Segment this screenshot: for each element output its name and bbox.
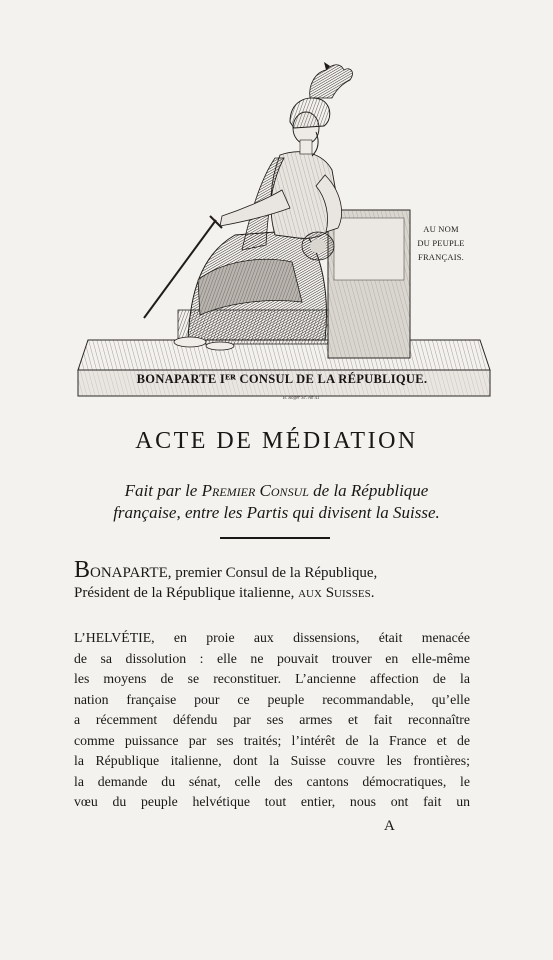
gathering-signature: A: [384, 818, 395, 834]
body-line: de sa dissolution : elle ne pouvait trouver en elle-même: [74, 650, 470, 666]
body-line: nation française pour ce peuple recommandable, qu’elle: [74, 691, 470, 707]
salutation: [74, 557, 494, 603]
subtitle-text: de la République: [308, 481, 429, 500]
stone-tablet-inscription: [404, 222, 478, 264]
salutation-line-1: [74, 557, 494, 583]
salutation-addressee: aux Suisses: [298, 585, 371, 601]
stone-line: DU PEUPLE: [417, 238, 465, 248]
subtitle-text: Fait par le: [124, 481, 202, 500]
body-line: comme puissance par ses traités; l’intérêt de la France et de: [74, 732, 470, 748]
subtitle-small-caps: Premier Consul: [201, 481, 309, 500]
document-title: ACTE DE MÉDIATION: [135, 428, 418, 454]
stone-line: FRANÇAIS.: [418, 252, 464, 262]
divider-rule: [220, 537, 330, 539]
document-subtitle: [40, 480, 513, 524]
body-line: vœu du peuple helvétique tout entier, nous ont fait un: [74, 794, 470, 809]
pedestal-inscription: BONAPARTE Iᴱᴿ CONSUL DE LA RÉPUBLIQUE.: [136, 372, 428, 386]
body-line: la demande du sénat, celle des cantons démocratiques, le: [74, 773, 470, 789]
salutation-text: Président de la République italienne,: [74, 585, 299, 601]
engraving-vignette: [70, 40, 500, 410]
body-paragraph: [74, 628, 470, 813]
body-line: les moyens de se reconstituer. L’ancienne affection de la: [74, 671, 470, 686]
stone-line: AU NOM: [423, 224, 459, 234]
body-line: a récemment défendu par ses armes et fait reconnaître: [74, 712, 470, 727]
salutation-line-2: [74, 583, 494, 603]
subtitle-line-2: française, entre les Partis qui divisent la Suisse.: [113, 503, 440, 522]
drop-initial: B: [74, 557, 91, 583]
body-line: la République italienne, dont la Suisse couvre les frontières;: [74, 753, 470, 768]
salutation-text: , premier Consul de la République,: [167, 565, 378, 581]
body-line: L’HELVÉTIE, en proie aux dissensions, était menacée: [74, 630, 470, 645]
salutation-text: .: [370, 585, 375, 601]
subtitle-line-1: [40, 480, 513, 502]
salutation-name: ONAPARTE: [90, 565, 168, 581]
engraver-credit: B. Roger Sc. An XI: [282, 396, 320, 401]
